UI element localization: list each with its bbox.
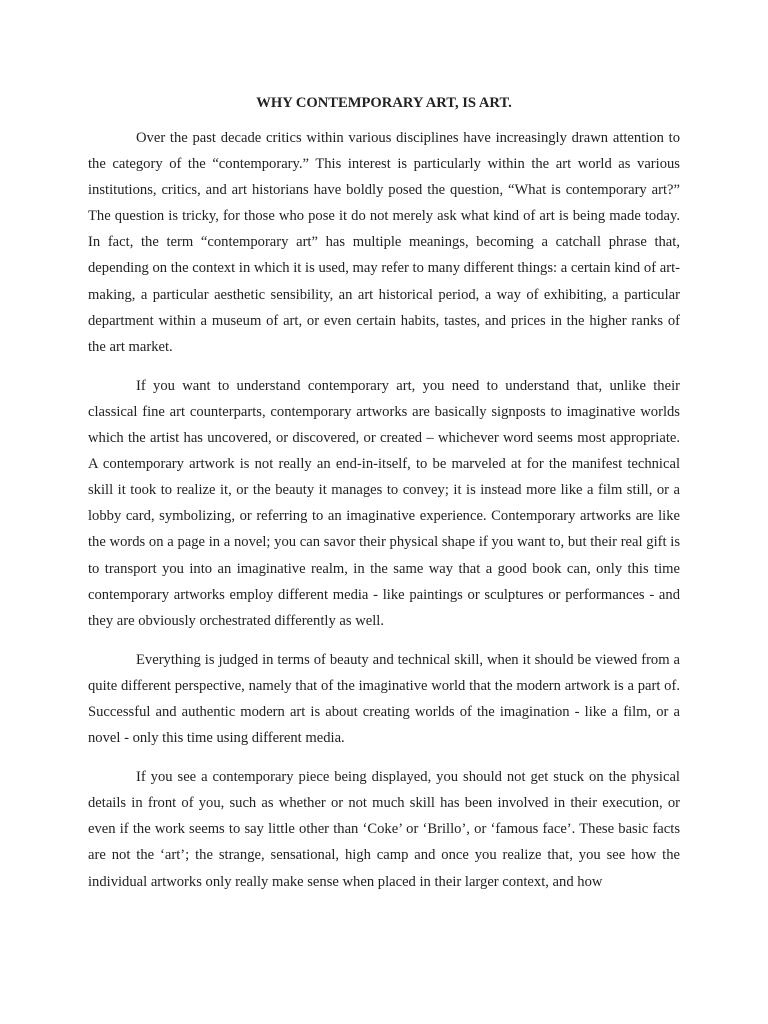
- paragraph-3: Everything is judged in terms of beauty and technical skill, when it should be viewed from a quite different perspective, namely that of the imaginative world that the modern artwork is a part of. Successful and authentic modern art is about creating worlds of the imagination - like a film, or a novel - only this time using different media.: [88, 651, 680, 747]
- paragraph-4: If you see a contemporary piece being displayed, you should not get stuck on the physical details in front of you, such as whether or not much skill has been involved in their execution, or even if the work seems to say little other than ‘Coke’ or ‘Brillo’, or ‘famous face’. These basic facts are not the ‘art’; the strange, sensational, high camp and once you realize that, you see how the individual artworks only really make sense when placed in their larger context, and how: [88, 769, 680, 890]
- document-body: [88, 125, 680, 908]
- paragraph-1: Over the past decade critics within various disciplines have increasingly drawn attention to the category of the “contemporary.” This interest is particularly within the art world as various institutions, critics, and art historians have boldly posed the question, “What is contemporary art?” The question is tricky, for those who pose it do not merely ask what kind of art is being made today. In fact, the term “contemporary art” has multiple meanings, becoming a catchall phrase that, depending on the context in which it is used, may refer to many different things: a certain kind of art-making, a particular aesthetic sensibility, an art historical period, a way of exhibiting, a particular department within a museum of art, or even certain habits, tastes, and prices in the higher ranks of the art market.: [88, 130, 680, 355]
- document-title: WHY CONTEMPORARY ART, IS ART.: [256, 95, 512, 111]
- paragraph-2: If you want to understand contemporary art, you need to understand that, unlike their classical fine art counterparts, contemporary artworks are basically signposts to imaginative worlds which the artist has uncovered, or discovered, or created – whichever word seems most appropriate. A contemporary artwork is not really an end-in-itself, to be marveled at for the manifest technical skill it took to realize it, or the beauty it manages to convey; it is instead more like a film still, or a lobby card, symbolizing, or referring to an imaginative experience. Contemporary artworks are like the words on a page in a novel; you can savor their physical shape if you want to, but their real gift is to transport you into an imaginative realm, in the same way that a good book can, only this time contemporary artworks employ different media - like paintings or sculptures or performances - and they are obviously orchestrated differently as well.: [88, 377, 680, 629]
